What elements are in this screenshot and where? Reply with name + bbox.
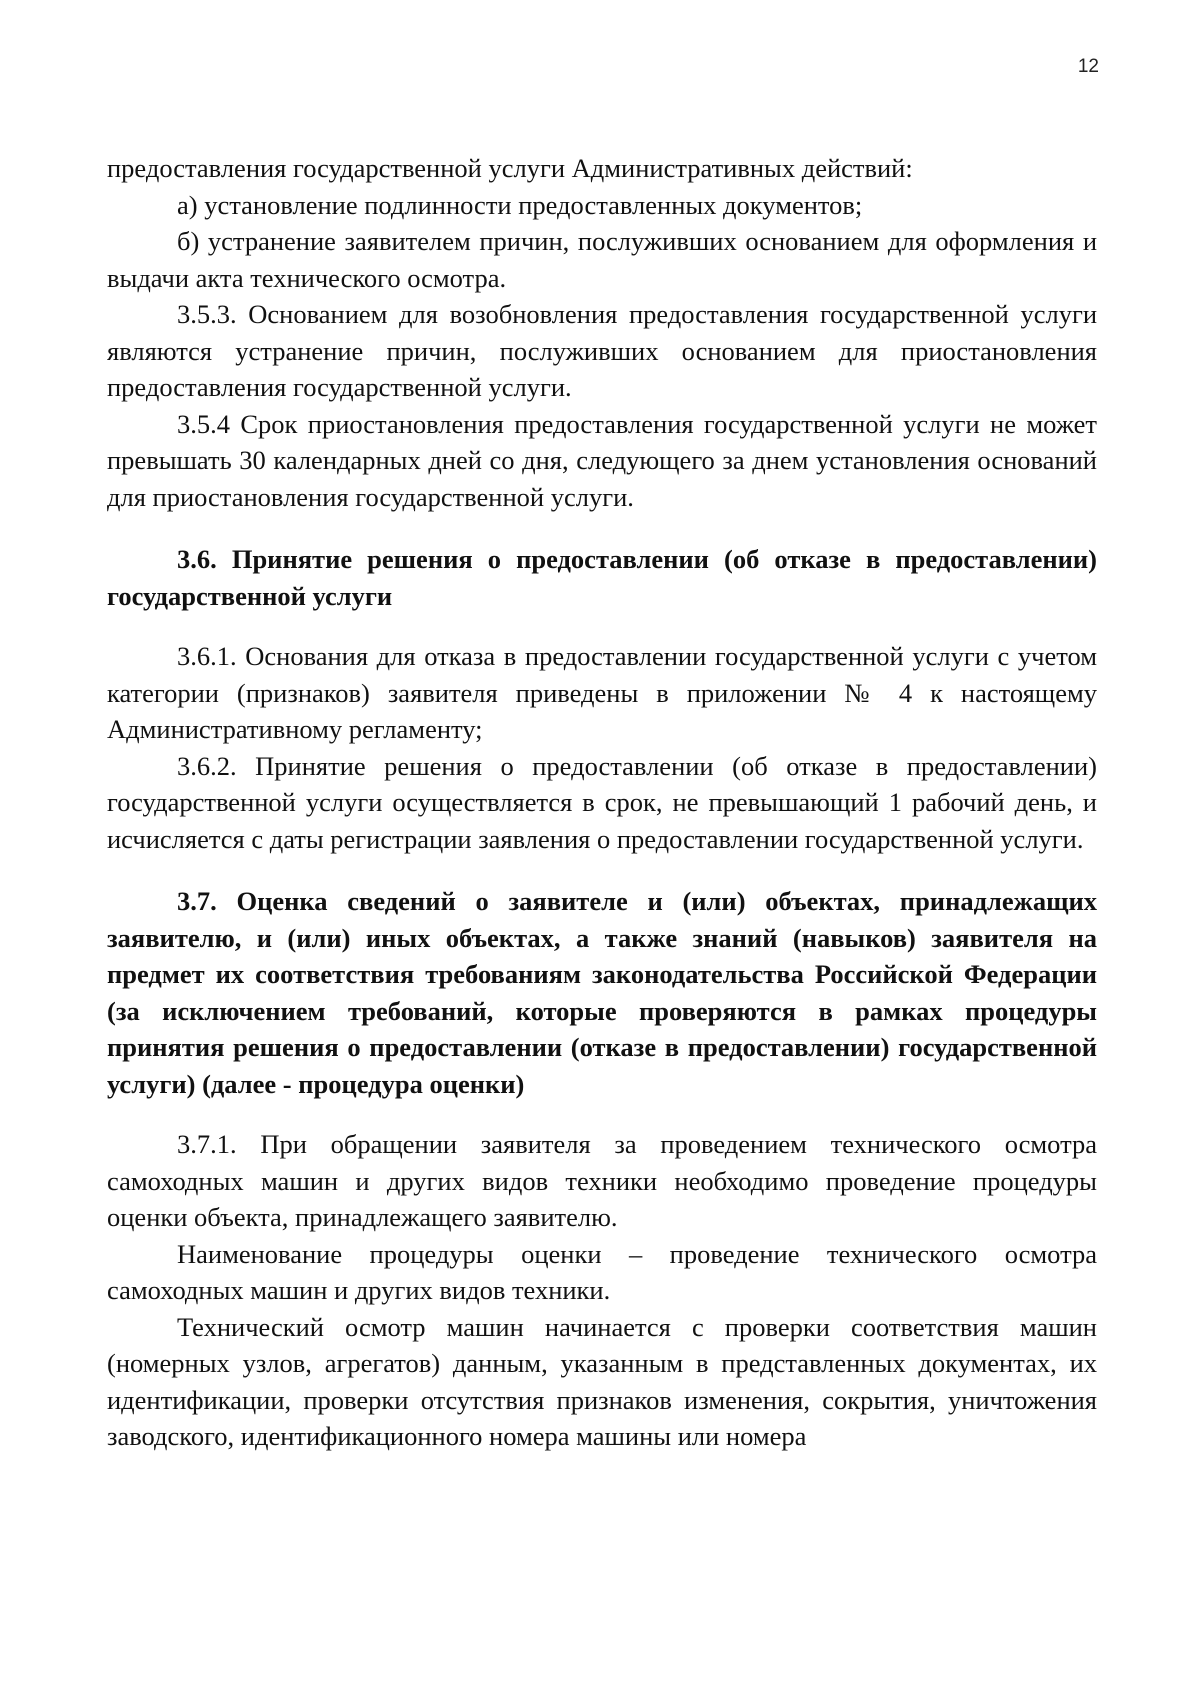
paragraph-3-6-1: 3.6.1. Основания для отказа в предоставлении государственной услуги с учетом категории (признаков) заявителя приведены в приложении № 4 к настоящему Административному регламенту; [107, 641, 1097, 744]
document-body [107, 150, 1097, 1455]
section-heading-3-6: 3.6. Принятие решения о предоставлении (об отказе в предоставлении) государственной услуги [107, 544, 1097, 611]
paragraph-3-7-1: 3.7.1. При обращении заявителя за проведением технического осмотра самоходных машин и других видов техники необходимо проведение процедуры оценки объекта, принадлежащего заявителю. [107, 1129, 1097, 1232]
page-number: 12 [1077, 56, 1099, 77]
section-heading-3-7: 3.7. Оценка сведений о заявителе и (или) объектах, принадлежащих заявителю, и (или) иных объектах, а также знаний (навыков) заявителя на предмет их соответствия требованиям законодательства Российской Федерации (за исключением требований, которые проверяются в рамках процедуры принятия решения о предоставлении (отказе в предоставлении) государственной услуги) (далее - процедура оценки) [107, 886, 1097, 1099]
paragraph-intro: предоставления государственной услуги Административных действий: [107, 153, 913, 183]
paragraph-procedure-name: Наименование процедуры оценки – проведение технического осмотра самоходных машин и других видов техники. [107, 1238, 1097, 1305]
paragraph-3-5-4: 3.5.4 Срок приостановления предоставления государственной услуги не может превышать 30 календарных дней со дня, следующего за днем установления оснований для приостановления государственной услуги. [107, 408, 1097, 512]
list-item-a: а) установление подлинности предоставленных документов; [177, 189, 863, 220]
paragraph-technical-inspection: Технический осмотр машин начинается с проверки соответствия машин (номерных узлов, агрегатов) данным, указанным в представленных документах, их идентификации, проверки отсутствия признаков изменения, сокрытия, уничтожения заводского, идентификационного номера машины или номера [107, 1311, 1097, 1451]
list-item-b: б) устранение заявителем причин, послуживших основанием для оформления и выдачи акта технического осмотра. [107, 226, 1097, 293]
paragraph-3-6-2: 3.6.2. Принятие решения о предоставлении (об отказе в предоставлении) государственной услуги осуществляется в срок, не превышающий 1 рабочий день, и исчисляется с даты регистрации заявления о предоставлении государственной услуги. [107, 750, 1097, 854]
paragraph-3-5-3: 3.5.3. Основанием для возобновления предоставления государственной услуги являются устранение причин, послуживших основанием для приостановления предоставления государственной услуги. [107, 299, 1097, 402]
